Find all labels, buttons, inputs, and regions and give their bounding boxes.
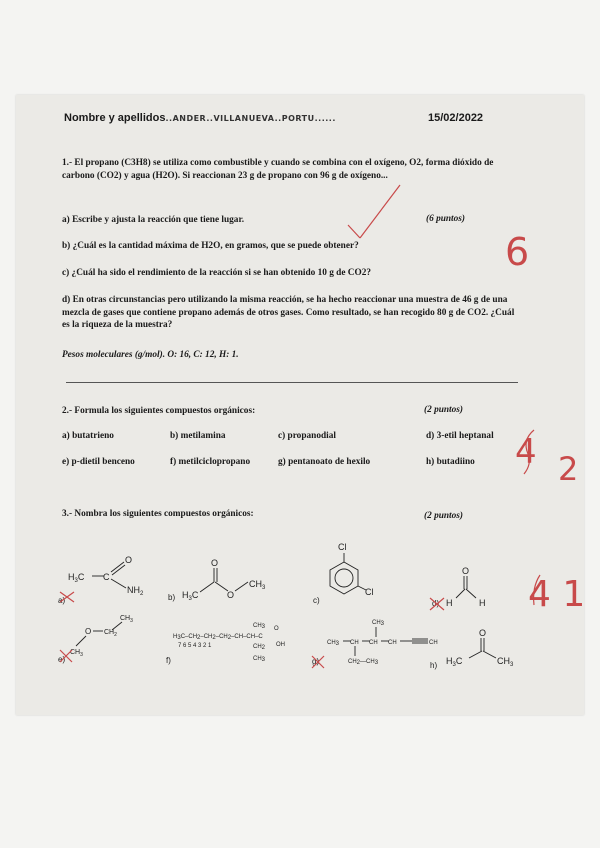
structure-c	[313, 542, 374, 605]
svg-text:O: O	[462, 566, 470, 576]
svg-text:CH3: $CH_3$	[497, 656, 514, 668]
structure-g	[312, 620, 438, 666]
student-name: ..ANDER..VILLANUEVA..PORTU......	[165, 114, 336, 123]
svg-text:C: C	[103, 572, 110, 582]
q2-item: e) p-dietil benceno	[62, 457, 135, 467]
svg-text:h): h)	[430, 661, 438, 670]
structure-h	[430, 628, 514, 670]
svg-text:CH3: CH3	[327, 640, 340, 647]
grade-q3: 4 1	[528, 574, 586, 615]
svg-text:a): a)	[58, 596, 66, 605]
q3-points: (2 puntos)	[424, 511, 464, 521]
svg-text:7 6 5 4 3 2 1: 7 6 5 4 3 2 1	[178, 643, 212, 649]
q1-points: (6 puntos)	[426, 214, 466, 224]
grading-marks	[60, 185, 540, 668]
svg-text:H3C–CH2–CH2–CH2–CH–CH–C: H3C–CH2–CH2–CH2–CH–CH–C	[173, 634, 263, 641]
svg-text:CH: CH	[388, 640, 397, 646]
svg-text:O: O	[211, 558, 219, 568]
svg-text:CH3: $CH_3$	[120, 615, 133, 624]
svg-text:CH: CH	[350, 640, 359, 646]
q2-item: h) butadiino	[426, 457, 475, 467]
svg-text:CH3: CH3	[253, 656, 266, 663]
grade-q2-right: 2	[558, 450, 579, 488]
svg-text:g): g)	[312, 657, 320, 666]
svg-text:CH: CH	[429, 640, 438, 646]
q1-c: c) ¿Cuál ha sido el rendimiento de la reacción si se han obtenido 10 g de CO2?	[62, 268, 372, 278]
q1-intro: 1.- El propano (C3H8) se utiliza como combustible y cuando se combina con el oxígeno, O2, forma dióxido de carbono (CO2) y agua (H2O). Si reaccionan 23 g de propano con 96 g de oxígeno...	[62, 158, 494, 181]
q1-d: d) En otras circunstancias pero utilizando la misma reacción, se ha hecho reaccionar una muestra de 46 g de una mezcla de gases que contiene propano además de otros gases. Como resultado, se han recogido 80 g de CO2. ¿Cuál es la riqueza de la muestra?	[62, 295, 515, 330]
structure-f	[166, 623, 285, 665]
svg-text:CH3: $CH_3$	[249, 579, 266, 591]
molecular-masses: Pesos moleculares (g/mol). O: 16, C: 12, H: 1.	[62, 350, 239, 360]
q1-b: b) ¿Cuál es la cantidad máxima de H2O, en gramos, que se puede obtener?	[62, 241, 359, 251]
svg-text:O: O	[479, 628, 487, 638]
svg-text:e): e)	[58, 655, 66, 664]
svg-text:OH: OH	[276, 642, 285, 648]
svg-text:c): c)	[313, 596, 320, 605]
svg-text:Cl: Cl	[338, 542, 347, 552]
q2-item: a) butatrieno	[62, 431, 114, 441]
structure-a	[58, 555, 144, 605]
svg-text:CH3: CH3	[253, 623, 266, 630]
svg-text:Cl: Cl	[365, 587, 374, 597]
q2-item: c) propanodial	[278, 431, 336, 441]
q3-title: 3.- Nombra los siguientes compuestos orgánicos:	[62, 509, 254, 519]
q2-title: 2.- Formula los siguientes compuestos orgánicos:	[62, 406, 256, 416]
svg-text:O: O	[227, 590, 235, 600]
svg-text:H: H	[479, 598, 486, 608]
svg-text:CH3: $CH_3$	[70, 649, 83, 658]
svg-text:H: H	[446, 598, 453, 608]
q2-item: f) metilciclopropano	[170, 457, 251, 467]
grade-q2-left: 4	[515, 432, 537, 472]
exam-date: 15/02/2022	[428, 112, 484, 124]
svg-text:f): f)	[166, 656, 171, 665]
svg-text:CH2—CH3: CH2—CH3	[348, 659, 379, 666]
q2-item: g) pentanoato de hexilo	[278, 457, 371, 467]
grade-q1: 6	[505, 230, 530, 274]
structure-b	[168, 558, 266, 602]
svg-text:CH2: CH2	[253, 644, 266, 651]
name-label: Nombre y apellidos..ANDER..VILLANUEVA..PORTU......	[64, 112, 336, 124]
svg-text:CH2: $CH_2$	[104, 629, 117, 638]
svg-text:H3C: $H_3C$	[68, 572, 85, 584]
svg-text:O: O	[274, 626, 279, 632]
structure-e	[58, 615, 133, 664]
svg-text:O: O	[125, 555, 133, 565]
q2-points: (2 puntos)	[424, 405, 464, 415]
svg-text:CH3: CH3	[372, 620, 385, 627]
svg-text:CH: CH	[369, 640, 378, 646]
svg-text:b): b)	[168, 593, 176, 602]
q1-a: a) Escribe y ajusta la reacción que tiene lugar.	[62, 215, 245, 225]
q2-item: b) metilamina	[170, 431, 226, 441]
svg-text:NH2: $NH_2$	[127, 585, 144, 597]
q2-item: d) 3-etil heptanal	[426, 431, 494, 441]
svg-text:d): d)	[432, 599, 440, 608]
svg-text:H3C: $H_3C$	[182, 590, 199, 602]
svg-text:O: O	[85, 627, 92, 636]
svg-text:H3C: $H_3C$	[446, 656, 463, 668]
